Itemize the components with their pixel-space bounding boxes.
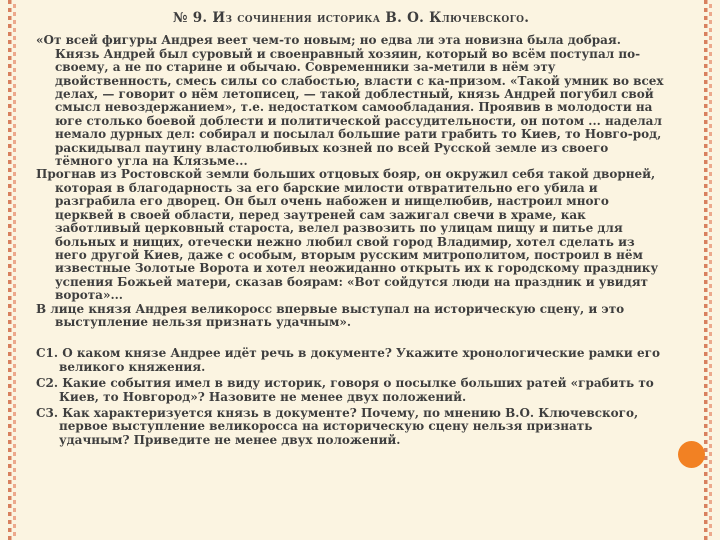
questions-block xyxy=(36,347,666,447)
right-decorative-border xyxy=(704,0,712,540)
document-paragraph: Прогнав из Ростовской земли больших отцовых бояр, он окружил себя такой дворней, которая в благодарность за его барские милости отвратительно его убила и разграбила его дворец. Он был очень набожен и нищелюбив, настроил много церквей в своей области, перед заутреней сам зажигал свечи в храме, как заботливый церковный староста, велел развозить по улицам пищу и питье для больных и нищих, отечески нежно любил свой город Владимир, хотел сделать из него другой Киев, даже с особым, вторым русским митрополитом, построил в нём известные Золотые Ворота и хотел неожиданно открыть их к городскому празднику успения Божьей матери, сказав боярам: «Вот сойдутся люди на праздник и увидят ворота»... xyxy=(36,167,659,303)
left-decorative-border xyxy=(8,0,16,540)
page-title: № 9. Из сочинения историка В. О. Ключевского. xyxy=(172,10,530,26)
slide-content xyxy=(36,12,666,450)
document-paragraph: «От всей фигуры Андрея веет чем-то новым; но едва ли эта новизна была добрая. Князь Андрей был суровый и своенравный хозяин, который во всём поступал по-своему, а не по старине и обычаю. Современники за-метили в нём эту двойственность, смесь силы со слабостью, власти с ка-призом. «Такой умник во всех делах, — говорит о нём летописец, — такой доблестный, князь Андрей погубил свой смысл невоздержанием», т.е. недостатком самообладания. Проявив в молодости на юге столько боевой доблести и политической рассудительности, он потом ... наделал немало дурных дел: собирал и посылал большие рати грабить то Киев, то Новго-род, раскидывал паутину властолюбивых козней по всей Русской земле из своего тёмного угла на Клязьме... xyxy=(36,33,664,169)
question-item: С2. Какие события имел в виду историк, говоря о посылке больших ратей «грабить то Киев, то Новгород»? Назовите не менее двух положений. xyxy=(36,376,654,404)
orange-circle-decoration xyxy=(678,441,705,468)
question-item: С3. Как характеризуется князь в документе? Почему, по мнению В.О. Ключевского, первое выступление великоросса на историческую сцену нельзя признать удачным? Приведите не менее двух положений. xyxy=(36,405,639,447)
document-paragraph: В лице князя Андрея великоросс впервые выступал на историческую сцену, и это выступление нельзя признать удачным». xyxy=(36,301,625,329)
question-item: С1. О каком князе Андрее идёт речь в документе? Укажите хронологические рамки его великого княжения. xyxy=(36,346,660,374)
document-text-block xyxy=(36,34,666,329)
